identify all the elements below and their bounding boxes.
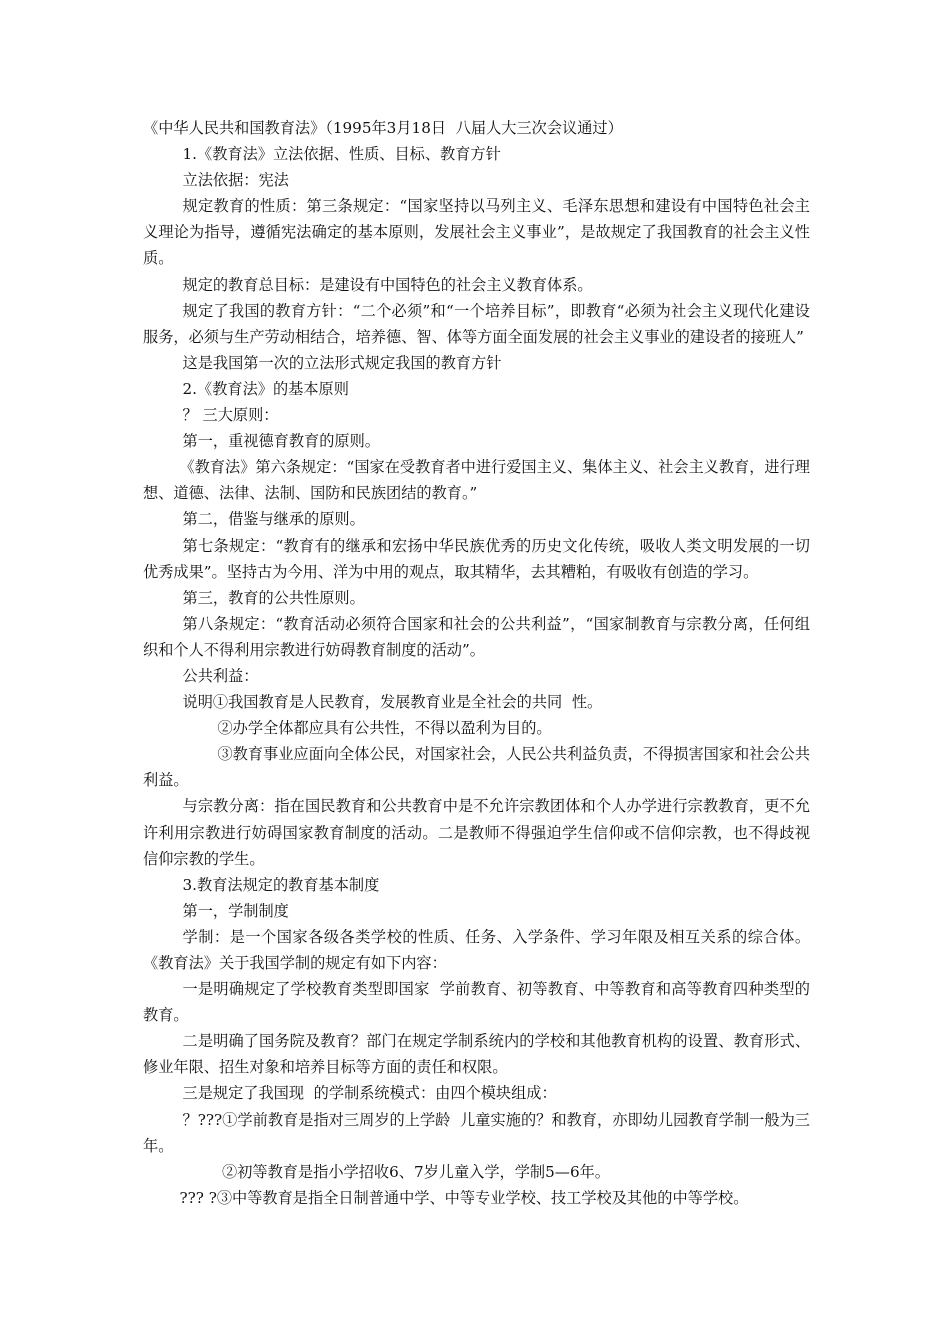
paragraph-school-system: 第一，学制制度	[182, 901, 289, 920]
paragraph-nature: 规定教育的性质：第三条规定：“国家坚持以马列主义、毛泽东思想和建设有中国特色社会主义理论为指导，遵循宪法确定的基本原则，发展社会主义事业”，是故规定了我国教育的社会主义性质。	[143, 197, 810, 268]
paragraph-item-2: 二是明确了国务院及教育？部门在规定学制系统内的学校和其他教育机构的设置、教育形式、修业年限、招生对象和培养目标等方面的责任和权限。	[143, 1032, 810, 1077]
paragraph-secondary: ??? ?③中等教育是指全日制普通中学、中等专业学校、技工学校及其他的中等学校。	[179, 1188, 749, 1207]
paragraph-three-principles: ？ 三大原则：	[182, 406, 279, 425]
paragraph-first-legislation: 这是我国第一次的立法形式规定我国的教育方针	[182, 353, 502, 372]
section-heading-2: 2.《教育法》的基本原则	[182, 379, 349, 398]
paragraph-item-1: 一是明确规定了学校教育类型即国家 学前教育、初等教育、中等教育和高等教育四种类型的教育。	[143, 980, 810, 1025]
paragraph-goal: 规定的教育总目标：是建设有中国特色的社会主义教育体系。	[182, 275, 593, 294]
paragraph-preschool: ？???①学前教育是指对三周岁的上学龄 儿童实施的？和教育，亦即幼儿园教育学制一般为三年。	[143, 1110, 810, 1155]
paragraph-article-7: 第七条规定：“教育有的继承和宏扬中华民族优秀的历史文化传统，吸收人类文明发展的一切优秀成果”。坚持古为今用、洋为中用的观点，取其精华，去其糟粕，有吸收有创造的学习。	[143, 536, 810, 581]
paragraph-principle-2: 第二，借鉴与继承的原则。	[182, 510, 365, 529]
paragraph-explanation-3: ③教育事业应面向全体公民，对国家社会，人民公共利益负责，不得损害国家和社会公共利益。	[143, 745, 810, 790]
paragraph-explanation-1: 说明①我国教育是人民教育，发展教育业是全社会的共同 性。	[182, 693, 603, 712]
paragraph-principle-3: 第三，教育的公共性原则。	[182, 588, 365, 607]
paragraph-article-8: 第八条规定：“教育活动必须符合国家和社会的公共利益”，“国家制教育与宗教分离，任何组织和个人不得利用宗教进行妨碍教育制度的活动”。	[143, 614, 810, 659]
document-body	[143, 115, 810, 1211]
paragraph-principle-1: 第一，重视德育教育的原则。	[182, 432, 380, 451]
paragraph-legislative-basis: 立法依据：宪法	[182, 171, 289, 190]
paragraph-explanation-2: ②办学全体都应具有公共性，不得以盈利为目的。	[217, 719, 552, 738]
paragraph-religion-separation: 与宗教分离：指在国民教育和公共教育中是不允许宗教团体和个人办学进行宗教教育，更不允许利用宗教进行妨碍国家教育制度的活动。二是教师不得强迫学生信仰或不信仰宗教，也不得歧视信仰宗教的学生。	[143, 797, 810, 868]
paragraph-primary: ②初等教育是指小学招收6、7岁儿童入学，学制5—6年。	[222, 1162, 610, 1181]
paragraph-school-system-definition: 学制：是一个国家各级各类学校的性质、任务、入学条件、学习年限及相互关系的综合体。《教育法》关于我国学制的规定有如下内容：	[143, 927, 810, 972]
paragraph-public-interest: 公共利益：	[182, 666, 259, 685]
section-heading-1: 1.《教育法》立法依据、性质、目标、教育方针	[182, 145, 501, 164]
paragraph-item-3: 三是规定了我国现 的学制系统模式：由四个模块组成：	[182, 1084, 557, 1103]
paragraph-article-6: 《教育法》第六条规定：“国家在受教育者中进行爱国主义、集体主义、社会主义教育，进行理想、道德、法律、法制、国防和民族团结的教育。”	[143, 458, 810, 503]
law-title-line: 《中华人民共和国教育法》（1995年3月18日 八届人大三次会议通过）	[143, 119, 623, 137]
paragraph-policy: 规定了我国的教育方针：“二个必须”和“一个培养目标”，即教育“必须为社会主义现代化建设服务，必须与生产劳动相结合，培养德、智、体等方面全面发展的社会主义事业的建设者的接班人”	[143, 301, 810, 346]
section-heading-3: 3.教育法规定的教育基本制度	[182, 875, 380, 894]
